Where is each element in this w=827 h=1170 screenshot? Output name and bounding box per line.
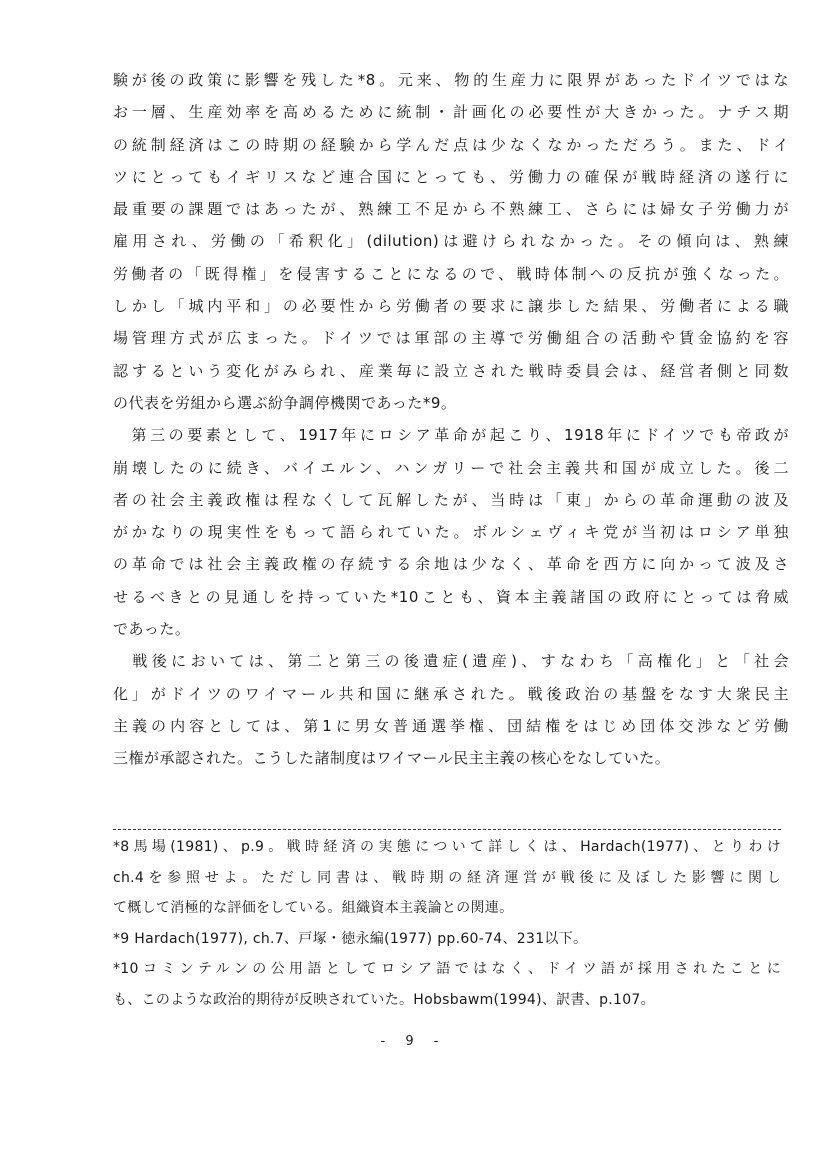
footnotes	[113, 832, 781, 1015]
footnote-line: ch.4を参照せよ。ただし同書は、戦時期の経済運営が戦後に及ぼした影響に関し	[113, 869, 781, 886]
body-line: であった。	[113, 620, 191, 639]
footnote-line: も、このような政治的期待が反映されていた。Hobsbawm(1994)、訳書、p.107。	[113, 991, 655, 1008]
body-line: 第三の要素として、1917年にロシア革命が起こり、1918年にドイツでも帝政が	[113, 426, 789, 445]
body-line: 主義の内容としては、第1に男女普通選挙権、団結権をはじめ団体交渉など労働	[113, 716, 789, 735]
body-line: しかし「城内平和」の必要性から労働者の要求に譲歩した結果、労働者による職	[113, 297, 789, 316]
body-line: の代表を労組から選ぶ紛争調停機関であった*9。	[113, 393, 457, 412]
body-line: がかなりの現実性をもって語られていた。ボルシェヴィキ党が当初はロシア単独	[113, 523, 789, 542]
body-line: ツにとってもイギリスなど連合国にとっても、労働力の確保が戦時経済の遂行に	[113, 167, 789, 186]
body-line: 化」がドイツのワイマール共和国に継承された。戦後政治の基盤をなす大衆民主	[113, 684, 789, 703]
body-line: の革命では社会主義政権の存続する余地は少なく、革命を西方に向かって波及さ	[113, 555, 789, 574]
body-text	[113, 64, 789, 775]
footnote-line: *8馬場(1981)、p.9。戦時経済の実態について詳しくは、Hardach(1977)、とりわけ	[113, 839, 781, 855]
body-line: の統制経済はこの時期の経験から学んだ点は少なくなかっただろう。また、ドイ	[113, 135, 789, 154]
body-line: 最重要の課題ではあったが、熟練工不足から不熟練工、さらには婦女子労働力が	[113, 200, 789, 219]
body-line: 者の社会主義政権は程なくして瓦解したが、当時は「東」からの革命運動の波及	[113, 490, 789, 509]
footnote-separator	[113, 829, 781, 830]
footnote-line: *10コミンテルンの公用語としてロシア語ではなく、ドイツ語が採用されたことに	[113, 961, 781, 977]
body-line: 雇用され、労働の「希釈化」(dilution)は避けられなかった。その傾向は、熟練	[113, 232, 789, 251]
body-line: 労働者の「既得権」を侵害することになるので、戦時体制への反抗が強くなった。	[113, 264, 789, 283]
footnote-line: て概して消極的な評価をしている。組織資本主義論との関連。	[113, 900, 514, 916]
body-line: お一層、生産効率を高めるために統制・計画化の必要性が大きかった。ナチス期	[113, 103, 789, 122]
body-line: 験が後の政策に影響を残した*8。元来、物的生産力に限界があったドイツではな	[113, 71, 789, 89]
body-line: せるべきとの見通しを持っていた*10ことも、資本主義諸国の政府にとっては脅威	[113, 587, 789, 606]
footnote-line: *9 Hardach(1977), ch.7、戸塚・徳永編(1977) pp.60-74、231以下。	[113, 930, 588, 947]
body-line: 場管理方式が広まった。ドイツでは軍部の主導で労働組合の活動や賃金協約を容	[113, 329, 789, 348]
body-line: 崩壊したのに続き、バイエルン、ハンガリーで社会主義共和国が成立した。後二	[113, 458, 789, 477]
body-line: 戦後においては、第二と第三の後遺症(遺産)、すなわち「高権化」と「社会	[113, 652, 789, 671]
body-line: 三権が承認された。こうした諸制度はワイマール民主主義の核心をなしていた。	[113, 749, 671, 768]
page-number: - 9 -	[380, 1034, 447, 1049]
body-line: 認するという変化がみられ、産業毎に設立された戦時委員会は、経営者側と同数	[113, 361, 789, 380]
